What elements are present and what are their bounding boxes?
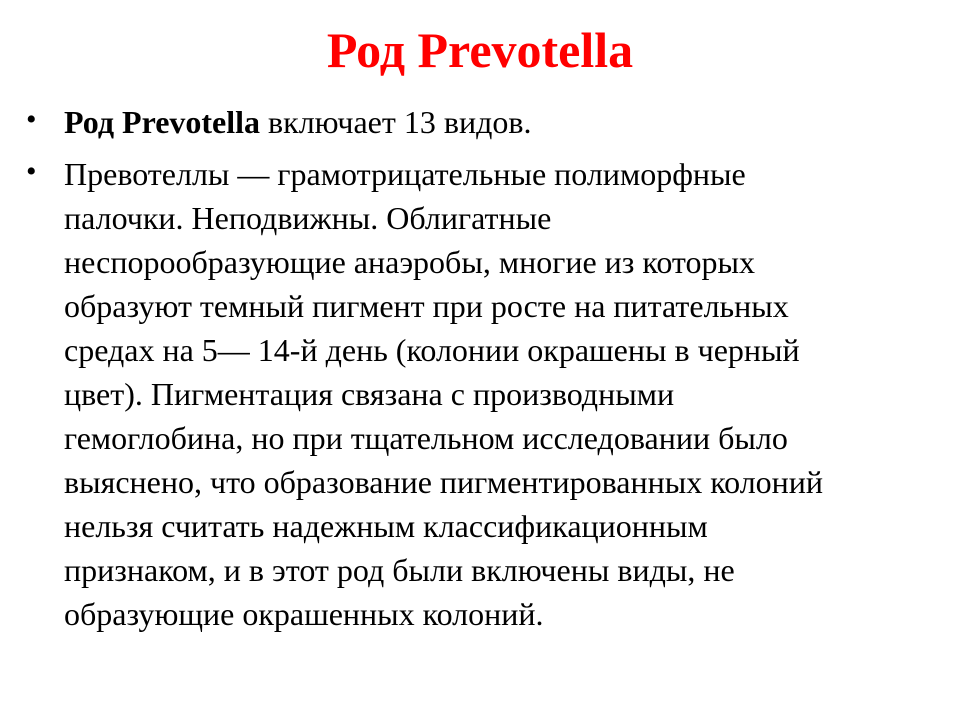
description-line-7: гемоглобина, но при тщательном исследовании было (64, 420, 788, 456)
bullet-icon: • (26, 155, 37, 188)
description-line-6: цвет). Пигментация связана с производными (64, 376, 675, 412)
genus-description: включает 13 видов. (260, 104, 532, 140)
description-line-11: образующие окрашенных колоний. (64, 596, 544, 632)
description-line-2: палочки. Неподвижны. Облигатные (64, 200, 552, 236)
description-line-3: неспорообразующие анаэробы, многие из которых (64, 244, 755, 280)
bullet-icon: • (26, 103, 37, 136)
description-line-8: выяснено, что образование пигментированных колоний (64, 464, 824, 500)
description-line-9: нельзя считать надежным классификационным (64, 508, 708, 544)
description-line-4: образуют темный пигмент при росте на питательных (64, 288, 789, 324)
description-line-1: Превотеллы — грамотрицательные полиморфные (64, 156, 746, 192)
bullet-list (24, 100, 954, 644)
genus-name: Род Prevotella (64, 104, 261, 140)
bullet-item-genus (24, 100, 954, 144)
slide-title: Род Prevotella (326, 22, 634, 78)
description-line-5: средах на 5— 14-й день (колонии окрашены в черный (64, 332, 800, 368)
description-line-10: признаком, и в этот род были включены виды, не (64, 552, 735, 588)
bullet-item-description (24, 152, 954, 636)
